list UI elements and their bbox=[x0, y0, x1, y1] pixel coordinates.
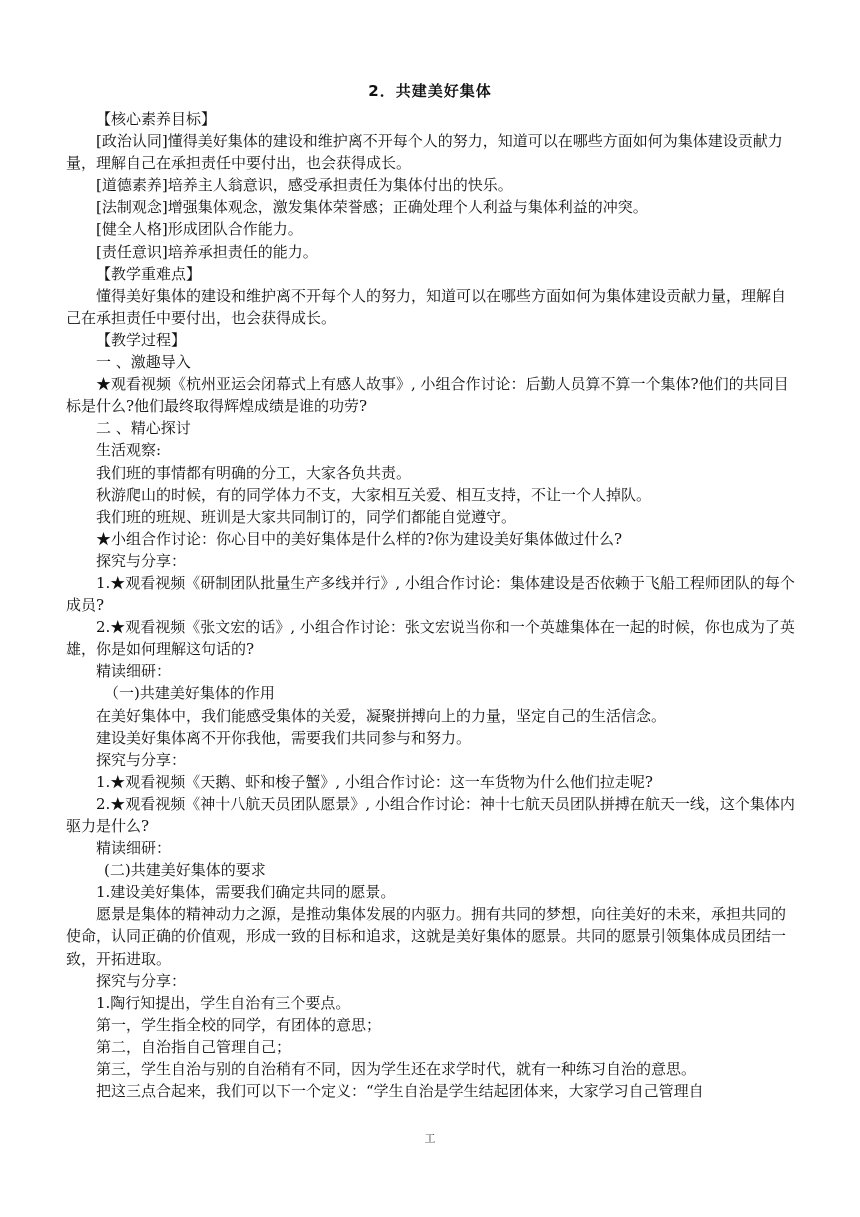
paragraph: 二 、精心探讨 bbox=[96, 419, 191, 438]
paragraph: [健全人格]形成团队合作能力。 bbox=[96, 220, 303, 239]
page-footer: 工 bbox=[424, 1132, 436, 1145]
paragraph: 探究与分享： bbox=[96, 971, 187, 990]
page-title: 2．共建美好集体 bbox=[368, 82, 492, 100]
paragraph: 1.建设美好集体，需要我们确定共同的愿景。 bbox=[96, 883, 396, 902]
paragraph: (二)共建美好集体的要求 bbox=[104, 861, 266, 880]
paragraph: 探究与分享： bbox=[96, 750, 187, 769]
paragraph: 探究与分享： bbox=[96, 551, 187, 570]
paragraph: 精读细研： bbox=[96, 662, 172, 681]
paragraph: 【核心素养目标】 bbox=[96, 110, 217, 128]
paragraph: 秋游爬山的时候，有的同学体力不支，大家相互关爱、相互支持，不让一个人掉队。 bbox=[96, 485, 652, 504]
paragraph: 我们班的班规、班训是大家共同制订的，同学们都能自觉遵守。 bbox=[96, 507, 517, 526]
paragraph: 1.★观看视频《研制团队批量生产多线并行》, 小组合作讨论：集体建设是否依赖于飞船工程师团队的每个成员? bbox=[66, 573, 795, 615]
paragraph: 1.★观看视频《天鹅、虾和梭子蟹》, 小组合作讨论：这一车货物为什么他们拉走呢? bbox=[96, 772, 653, 791]
paragraph: 【教学重难点】 bbox=[96, 264, 202, 283]
paragraph: 精读细研： bbox=[96, 839, 172, 858]
paragraph: 把这三点合起来，我们可以下一个定义：“学生自治是学生结起团体来，大家学习自己管理自 bbox=[96, 1082, 704, 1101]
paragraph: 建设美好集体离不开你我他，需要我们共同参与和努力。 bbox=[96, 728, 472, 747]
paragraph: 懂得美好集体的建设和维护离不开每个人的努力，知道可以在哪些方面如何为集体建设贡献力量，理解自己在承担责任中要付出，也会获得成长。 bbox=[66, 286, 787, 327]
paragraph: [责任意识]培养承担责任的能力。 bbox=[96, 242, 318, 261]
paragraph: 2.★观看视频《神十八航天员团队愿景》, 小组合作讨论：神十七航天员团队拼搏在航天一线，这个集体内驱力是什么? bbox=[66, 794, 795, 835]
paragraph: 在美好集体中，我们能感受集体的关爱，凝聚拼搏向上的力量，坚定自己的生活信念。 bbox=[96, 706, 667, 725]
paragraph: 【教学过程】 bbox=[96, 330, 187, 349]
paragraph: [道德素养]培养主人翁意识，感受承担责任为集体付出的快乐。 bbox=[96, 176, 513, 195]
document-body bbox=[66, 108, 796, 1102]
paragraph: （一)共建美好集体的作用 bbox=[104, 684, 275, 703]
paragraph: 第三，学生自治与别的自治稍有不同，因为学生还在求学时代，就有一种练习自治的意思。 bbox=[96, 1060, 697, 1079]
paragraph: ★观看视频《杭州亚运会闭幕式上有感人故事》, 小组合作讨论：后勤人员算不算一个集体?他们的共同目标是什么?他们最终取得辉煌成绩是谁的功劳? bbox=[66, 375, 789, 416]
paragraph: ★小组合作讨论：你心目中的美好集体是什么样的?你为建设美好集体做过什么? bbox=[96, 529, 623, 548]
paragraph: 一 、激趣导入 bbox=[96, 353, 191, 372]
paragraph: 生活观察: bbox=[96, 441, 162, 460]
paragraph: [政治认同]懂得美好集体的建设和维护离不开每个人的努力，知道可以在哪些方面如何为集体建设贡献力量，理解自己在承担责任中要付出，也会获得成长。 bbox=[66, 132, 783, 173]
paragraph: 第二，自治指自己管理自己； bbox=[96, 1037, 292, 1056]
paragraph: 2.★观看视频《张文宏的话》, 小组合作讨论：张文宏说当你和一个英雄集体在一起的时候，你也成为了英雄，你是如何理解这句话的? bbox=[66, 618, 795, 659]
paragraph: 愿景是集体的精神动力之源，是推动集体发展的内驱力。拥有共同的梦想，向往美好的未来，承担共同的使命，认同正确的价值观，形成一致的目标和追求，这就是美好集体的愿景。共同的愿景引领集体成员团结一致，开拓进取。 bbox=[66, 905, 787, 968]
paragraph: 第一，学生指全校的同学，有团体的意思； bbox=[96, 1015, 382, 1034]
paragraph: [法制观念]增强集体观念，激发集体荣誉感；正确处理个人利益与集体利益的冲突。 bbox=[96, 198, 648, 217]
paragraph: 1.陶行知提出，学生自治有三个要点。 bbox=[96, 993, 351, 1012]
paragraph: 我们班的事情都有明确的分工，大家各负共责。 bbox=[96, 463, 412, 482]
